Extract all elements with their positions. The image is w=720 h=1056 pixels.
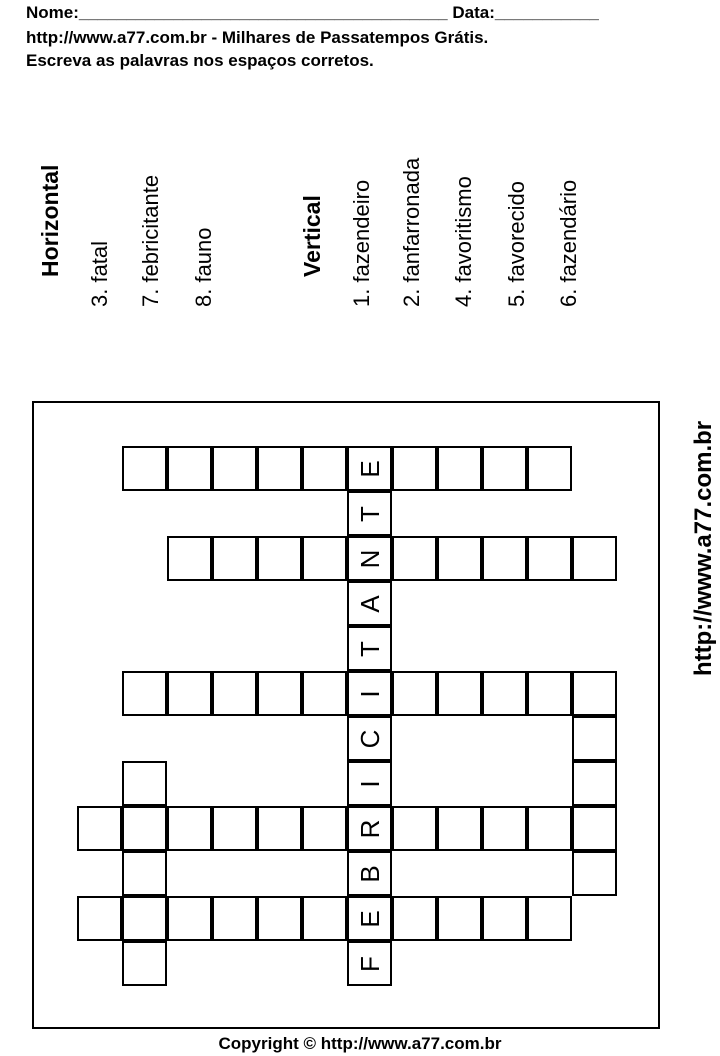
grid-cell[interactable] [482,536,527,581]
grid-cell[interactable] [437,806,482,851]
grid-cell[interactable] [212,896,257,941]
grid-cell[interactable] [302,446,347,491]
horizontal-title: Horizontal [37,164,63,277]
grid-cell[interactable] [437,671,482,716]
grid-cell[interactable] [572,536,617,581]
grid-cell[interactable] [122,446,167,491]
grid-cell[interactable] [572,671,617,716]
grid-cell[interactable] [77,806,122,851]
grid-cell[interactable] [527,536,572,581]
grid-cell[interactable] [212,536,257,581]
vertical-clue: 2. fanfarronada [399,157,424,307]
grid-cell[interactable] [167,806,212,851]
grid-cell[interactable] [122,851,167,896]
grid-cell[interactable] [437,536,482,581]
grid-cell[interactable] [212,671,257,716]
cell-letter: E [354,909,385,928]
cell-letter: N [354,549,385,568]
grid-cell[interactable] [347,806,392,851]
cell-letter: F [354,955,385,972]
cell-letter: I [354,779,385,788]
grid-cell[interactable] [347,626,392,671]
grid-cell[interactable] [122,761,167,806]
grid-cell[interactable] [347,581,392,626]
site-line: http://www.a77.com.br - Milhares de Passatempos Grátis. [26,28,489,47]
grid-cell[interactable] [527,896,572,941]
grid-cell[interactable] [347,851,392,896]
cell-letter: T [354,505,385,522]
grid-cell[interactable] [167,536,212,581]
grid-cell[interactable] [347,671,392,716]
cell-letter: R [354,819,385,838]
grid-cell[interactable] [482,806,527,851]
grid-cell[interactable] [572,761,617,806]
grid-cell[interactable] [212,446,257,491]
cell-letter: E [354,459,385,478]
vertical-title: Vertical [299,195,325,277]
grid-cell[interactable] [527,446,572,491]
grid-cell[interactable] [257,446,302,491]
grid-cell[interactable] [212,806,257,851]
grid-cell[interactable] [347,716,392,761]
grid-cell[interactable] [347,536,392,581]
grid-cell[interactable] [482,671,527,716]
vertical-clue: 5. favorecido [504,181,529,307]
grid-cell[interactable] [302,806,347,851]
grid-cell[interactable] [77,896,122,941]
grid-cell[interactable] [167,446,212,491]
grid-cell[interactable] [257,806,302,851]
grid-cell[interactable] [167,896,212,941]
grid-cell[interactable] [257,671,302,716]
grid-cell[interactable] [122,806,167,851]
grid-cell[interactable] [347,491,392,536]
cell-letter: A [354,594,385,613]
cell-letter: I [354,689,385,698]
grid-cell[interactable] [347,941,392,986]
grid-cell[interactable] [302,896,347,941]
vertical-clue: 4. favoritismo [451,176,476,307]
grid-cell[interactable] [572,716,617,761]
grid-cell[interactable] [122,671,167,716]
grid-cell[interactable] [347,446,392,491]
name-date-line: Nome:_______________________________________ Data:___________ [26,3,599,22]
grid-cell[interactable] [392,536,437,581]
grid-cell[interactable] [257,536,302,581]
grid-cell[interactable] [482,896,527,941]
cell-letter: B [354,864,385,883]
grid-cell[interactable] [572,851,617,896]
side-url: http://www.a77.com.br [690,420,717,676]
grid-cell[interactable] [572,806,617,851]
grid-cell[interactable] [482,446,527,491]
grid-cell[interactable] [527,671,572,716]
grid-cell[interactable] [167,671,212,716]
copyright: Copyright © http://www.a77.com.br [218,1034,502,1053]
grid-cell[interactable] [437,446,482,491]
grid-cell[interactable] [347,896,392,941]
horizontal-clue: 7. febricitante [138,174,163,307]
grid-cell[interactable] [392,806,437,851]
instruction-line: Escreva as palavras nos espaços corretos. [26,51,374,70]
grid-cell[interactable] [392,671,437,716]
vertical-clue: 6. fazendário [556,179,581,307]
grid-cell[interactable] [302,671,347,716]
cell-letter: C [354,729,385,748]
grid-cell[interactable] [392,446,437,491]
vertical-clue: 1. fazendeiro [349,179,374,307]
grid-cell[interactable] [437,896,482,941]
horizontal-clue: 8. fauno [191,227,216,307]
grid-cell[interactable] [527,806,572,851]
grid-cell[interactable] [302,536,347,581]
grid-cell[interactable] [257,896,302,941]
cell-letter: T [354,640,385,657]
grid-cell[interactable] [392,896,437,941]
grid-cell[interactable] [122,941,167,986]
horizontal-clue: 3. fatal [87,240,112,307]
grid-cell[interactable] [122,896,167,941]
grid-cell[interactable] [347,761,392,806]
